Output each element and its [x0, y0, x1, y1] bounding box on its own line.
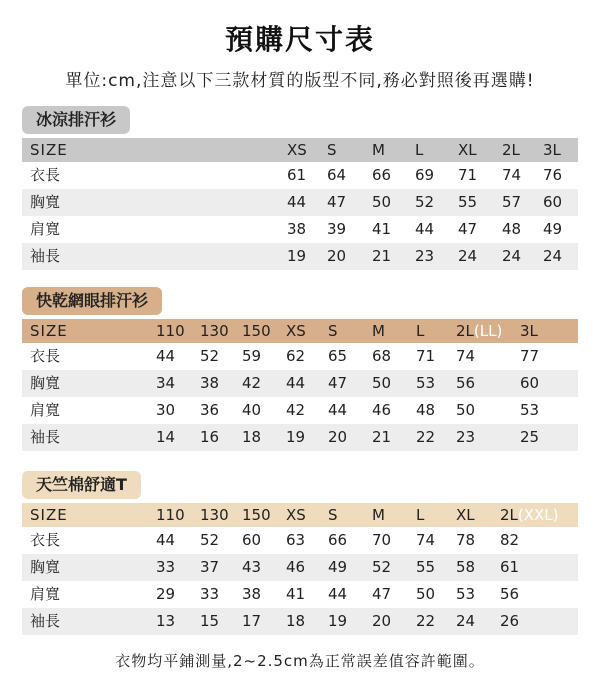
measurement-label: 肩寬: [30, 401, 61, 419]
size-label: 2L: [456, 322, 474, 340]
table-cell: 64: [327, 166, 347, 184]
table-row: [22, 370, 578, 397]
table-cell: 14: [156, 428, 176, 446]
table-cell: 38: [287, 220, 307, 238]
table-cell: 48: [416, 401, 436, 419]
size-column-header: [500, 503, 559, 527]
table-row: [22, 162, 578, 189]
section-tag: 冰涼排汗衫: [22, 106, 130, 134]
table-cell: 52: [415, 193, 435, 211]
table-cell: 20: [327, 247, 347, 265]
table-row: [22, 554, 578, 581]
table-cell: 15: [200, 612, 220, 630]
size-header-label: SIZE: [30, 322, 68, 340]
table-cell: 78: [456, 531, 476, 549]
size-label: S: [328, 322, 338, 340]
size-label: 130: [200, 506, 229, 524]
size-column-header: [242, 319, 271, 343]
table-cell: 63: [286, 531, 306, 549]
size-column-header: [156, 503, 185, 527]
size-column-header: [416, 503, 424, 527]
table-cell: 26: [500, 612, 520, 630]
measurement-label: 袖長: [30, 247, 61, 265]
table-cell: 25: [520, 428, 540, 446]
table-cell: 38: [200, 374, 220, 392]
table-cell: 44: [328, 401, 348, 419]
table-cell: 71: [416, 347, 436, 365]
table-cell: 61: [287, 166, 307, 184]
table-cell: 44: [156, 347, 176, 365]
size-label: M: [372, 141, 385, 159]
size-label: S: [328, 506, 338, 524]
size-label: XS: [286, 506, 306, 524]
table-cell: 19: [286, 428, 306, 446]
table-cell: 34: [156, 374, 176, 392]
table-cell: 44: [286, 374, 306, 392]
table-cell: 17: [242, 612, 262, 630]
table-cell: 38: [242, 585, 262, 603]
table-cell: 42: [242, 374, 262, 392]
table-cell: 41: [372, 220, 392, 238]
size-header-row: [22, 138, 578, 162]
table-cell: 33: [156, 558, 176, 576]
measurement-label: 衣長: [30, 166, 61, 184]
size-column-header: [372, 503, 385, 527]
size-header-label: SIZE: [30, 141, 68, 159]
measurement-label: 衣長: [30, 347, 61, 365]
table-cell: 55: [458, 193, 478, 211]
size-label: 150: [242, 322, 271, 340]
table-cell: 20: [328, 428, 348, 446]
table-row: [22, 216, 578, 243]
page-title: 預購尺寸表: [224, 23, 375, 56]
table-cell: 74: [416, 531, 436, 549]
size-label: S: [327, 141, 337, 159]
size-header-row: [22, 503, 578, 527]
table-cell: 30: [156, 401, 176, 419]
size-label: 150: [242, 506, 271, 524]
size-column-header: [520, 319, 538, 343]
size-label: 2L: [500, 506, 518, 524]
table-cell: 62: [286, 347, 306, 365]
table-cell: 24: [502, 247, 522, 265]
size-column-header: [327, 138, 337, 162]
table-row: [22, 189, 578, 216]
table-row: [22, 527, 578, 554]
table-cell: 43: [242, 558, 262, 576]
table-cell: 22: [416, 612, 436, 630]
table-cell: 49: [328, 558, 348, 576]
measurement-label: 袖長: [30, 428, 61, 446]
size-column-header: [287, 138, 307, 162]
size-column-header: [328, 503, 338, 527]
table-row: [22, 243, 578, 270]
table-cell: 44: [328, 585, 348, 603]
size-header-row: [22, 319, 578, 343]
measurement-label: 袖長: [30, 612, 61, 630]
measurement-label: 肩寬: [30, 585, 61, 603]
table-cell: 41: [286, 585, 306, 603]
table-cell: 60: [520, 374, 540, 392]
size-table: [22, 503, 578, 635]
table-cell: 56: [500, 585, 520, 603]
table-cell: 37: [200, 558, 220, 576]
table-cell: 19: [328, 612, 348, 630]
size-alias: (XXL): [517, 506, 559, 524]
size-column-header: [415, 138, 423, 162]
table-cell: 50: [416, 585, 436, 603]
table-cell: 77: [520, 347, 540, 365]
measurement-label: 衣長: [30, 531, 61, 549]
size-label: XS: [287, 141, 307, 159]
table-cell: 70: [372, 531, 392, 549]
table-cell: 48: [502, 220, 522, 238]
size-label: 110: [156, 506, 185, 524]
table-cell: 49: [543, 220, 563, 238]
table-cell: 13: [156, 612, 176, 630]
size-label: 3L: [520, 322, 538, 340]
table-cell: 24: [543, 247, 563, 265]
table-cell: 29: [156, 585, 176, 603]
table-cell: 52: [200, 347, 220, 365]
table-cell: 53: [520, 401, 540, 419]
size-label: XL: [456, 506, 475, 524]
table-cell: 44: [287, 193, 307, 211]
table-cell: 33: [200, 585, 220, 603]
table-cell: 42: [286, 401, 306, 419]
size-column-header: [242, 503, 271, 527]
table-cell: 60: [242, 531, 262, 549]
size-column-header: [286, 319, 306, 343]
table-cell: 40: [242, 401, 262, 419]
table-cell: 16: [200, 428, 220, 446]
table-row: [22, 424, 578, 451]
table-cell: 71: [458, 166, 478, 184]
table-cell: 50: [372, 193, 392, 211]
table-cell: 44: [156, 531, 176, 549]
size-header-label: SIZE: [30, 506, 68, 524]
measurement-label: 胸寬: [30, 374, 61, 392]
table-cell: 44: [415, 220, 435, 238]
table-cell: 60: [543, 193, 563, 211]
table-cell: 21: [372, 428, 392, 446]
table-cell: 59: [242, 347, 262, 365]
table-cell: 52: [372, 558, 392, 576]
size-label: 2L: [502, 141, 520, 159]
table-row: [22, 397, 578, 424]
table-cell: 57: [502, 193, 522, 211]
table-cell: 56: [456, 374, 476, 392]
size-column-header: [458, 138, 477, 162]
table-row: [22, 608, 578, 635]
table-cell: 52: [200, 531, 220, 549]
table-cell: 76: [543, 166, 563, 184]
table-cell: 50: [456, 401, 476, 419]
table-cell: 24: [458, 247, 478, 265]
table-cell: 66: [372, 166, 392, 184]
table-cell: 20: [372, 612, 392, 630]
size-column-header: [416, 319, 424, 343]
section-cotton-tee: [22, 471, 578, 635]
table-cell: 74: [502, 166, 522, 184]
size-label: XS: [286, 322, 306, 340]
size-column-header: [156, 319, 185, 343]
table-cell: 53: [416, 374, 436, 392]
size-column-header: [286, 503, 306, 527]
size-column-header: [502, 138, 520, 162]
size-column-header: [200, 319, 229, 343]
table-cell: 23: [415, 247, 435, 265]
size-alias: (LL): [473, 322, 503, 340]
measurement-label: 肩寬: [30, 220, 61, 238]
table-cell: 19: [287, 247, 307, 265]
measurement-label: 胸寬: [30, 558, 61, 576]
size-table: [22, 319, 578, 451]
size-column-header: [372, 138, 385, 162]
size-column-header: [456, 319, 502, 343]
size-label: L: [416, 506, 425, 524]
table-cell: 46: [372, 401, 392, 419]
table-cell: 46: [286, 558, 306, 576]
size-column-header: [543, 138, 561, 162]
table-row: [22, 343, 578, 370]
size-label: 3L: [543, 141, 561, 159]
size-column-header: [456, 503, 475, 527]
table-cell: 36: [200, 401, 220, 419]
measurement-label: 胸寬: [30, 193, 61, 211]
size-label: M: [372, 506, 385, 524]
table-cell: 55: [416, 558, 436, 576]
table-cell: 58: [456, 558, 476, 576]
size-column-header: [328, 319, 338, 343]
table-cell: 39: [327, 220, 347, 238]
section-tag: 快乾網眼排汗衫: [22, 287, 162, 315]
size-label: L: [416, 322, 425, 340]
table-cell: 21: [372, 247, 392, 265]
section-tag: 天竺棉舒適T: [22, 471, 141, 499]
size-label: XL: [458, 141, 477, 159]
size-column-header: [200, 503, 229, 527]
table-cell: 66: [328, 531, 348, 549]
size-label: L: [415, 141, 424, 159]
measurement-note: 衣物均平鋪測量,2~2.5cm為正常誤差值容許範圍。: [115, 652, 485, 670]
table-cell: 68: [372, 347, 392, 365]
table-cell: 82: [500, 531, 520, 549]
table-cell: 18: [286, 612, 306, 630]
table-cell: 61: [500, 558, 520, 576]
section-cooling-tee: [22, 106, 578, 270]
table-cell: 47: [328, 374, 348, 392]
size-column-header: [372, 319, 385, 343]
table-cell: 18: [242, 428, 262, 446]
table-cell: 53: [456, 585, 476, 603]
section-mesh-tee: [22, 287, 578, 451]
table-cell: 69: [415, 166, 435, 184]
size-table: [22, 138, 578, 270]
table-cell: 50: [372, 374, 392, 392]
table-cell: 47: [327, 193, 347, 211]
table-cell: 23: [456, 428, 476, 446]
table-cell: 24: [456, 612, 476, 630]
table-cell: 74: [456, 347, 476, 365]
size-label: M: [372, 322, 385, 340]
table-cell: 65: [328, 347, 348, 365]
size-label: 110: [156, 322, 185, 340]
table-row: [22, 581, 578, 608]
table-cell: 22: [416, 428, 436, 446]
table-cell: 47: [372, 585, 392, 603]
table-cell: 47: [458, 220, 478, 238]
unit-note: 單位:cm,注意以下三款材質的版型不同,務必對照後再選購!: [65, 71, 535, 91]
size-label: 130: [200, 322, 229, 340]
